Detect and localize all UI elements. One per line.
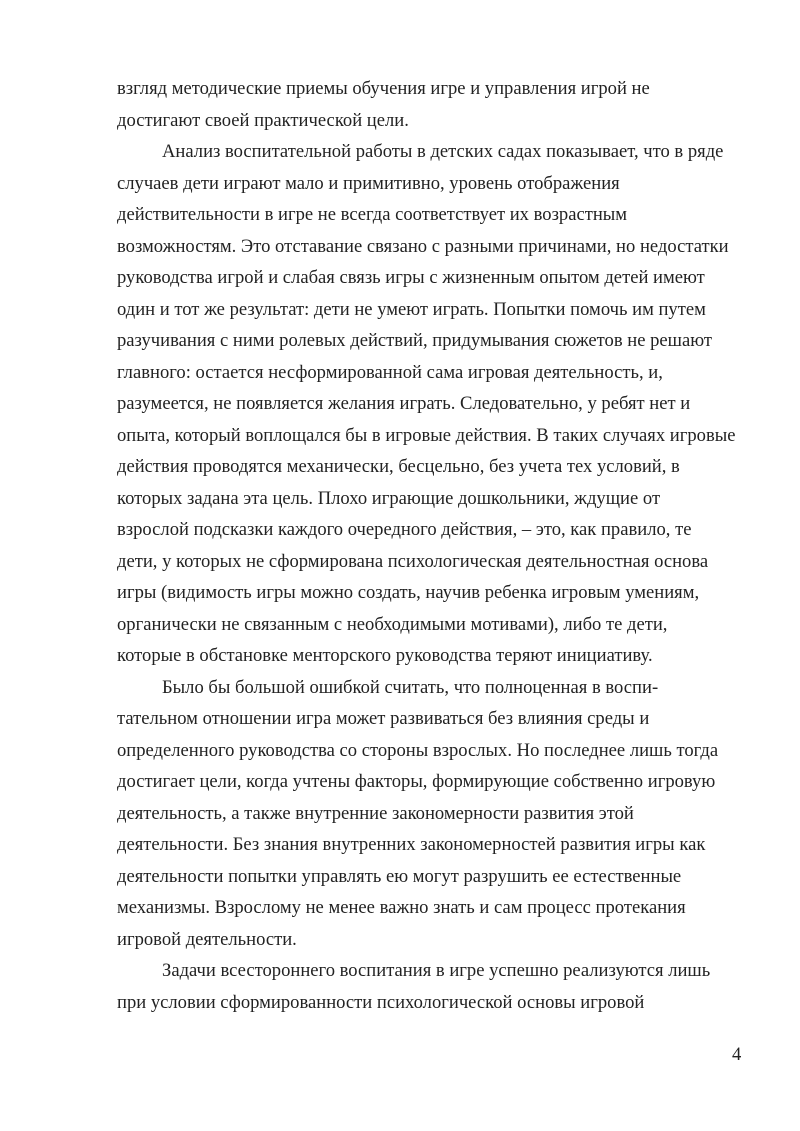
text-line: определенного руководства со стороны взрослых. Но последнее лишь тогда [117,739,719,761]
text-line: Анализ воспитательной работы в детских садах показывает, что в ряде [162,141,724,162]
text-line: Было бы большой ошибкой считать, что полноценная в воспи- [162,676,659,698]
text-line: опыта, который воплощался бы в игровые действия. В таких случаях игровые [117,424,736,446]
text-line: игровой деятельности. [117,928,297,950]
text-line: разучивания с ними ролевых действий, придумывания сюжетов не решают [117,330,713,351]
text-line: достигает цели, когда учтены факторы, формирующие собственно игровую [117,771,716,792]
text-line: возможностям. Это отставание связано с разными причинами, но недостатки [117,235,729,257]
text-line: которых задана эта цель. Плохо играющие дошкольники, ждущие от [117,487,661,509]
text-line: взгляд методические приемы обучения игре и управления игрой не [117,78,650,99]
text-line: деятельности. Без знания внутренних закономерностей развития игры как [117,834,706,855]
text-line: разумеется, не появляется желания играть. Следовательно, у ребят нет и [117,393,691,414]
text-line: Задачи всестороннего воспитания в игре успешно реализуются лишь [162,960,711,981]
text-line: дети, у которых не сформирована психологическая деятельностная основа [117,550,709,572]
text-line: действительности в игре не всегда соответствует их возрастным [117,204,628,225]
text-line: деятельности попытки управлять ею могут разрушить ее естественные [117,865,682,887]
text-line: главного: остается несформированной сама игровая деятельность, и, [117,361,663,383]
text-line: взрослой подсказки каждого очередного действия, – это, как правило, те [117,519,692,540]
text-line: руководства игрой и слабая связь игры с жизненным опытом детей имеют [117,267,705,288]
text-line: механизмы. Взрослому не менее важно знать и сам процесс протекания [117,897,686,918]
text-line: действия проводятся механически, бесцельно, без учета тех условий, в [117,456,680,477]
text-line: игры (видимость игры можно создать, научив ребенка игровым умениям, [117,582,700,603]
text-line: достигают своей практической цели. [117,109,409,131]
text-line: один и тот же результат: дети не умеют играть. Попытки помочь им путем [117,298,706,320]
page-number: 4 [732,1044,742,1065]
text-line: тательном отношении игра может развиваться без влияния среды и [117,708,650,729]
text-line: случаев дети играют мало и примитивно, уровень отображения [117,172,620,194]
body-text [117,73,757,1018]
text-line: деятельность, а также внутренние закономерности развития этой [117,802,634,824]
text-line: которые в обстановке менторского руководства теряют инициативу. [117,645,653,666]
text-line: органически не связанным с необходимыми мотивами), либо те дети, [117,613,668,635]
text-line: при условии сформированности психологической основы игровой [117,991,645,1013]
